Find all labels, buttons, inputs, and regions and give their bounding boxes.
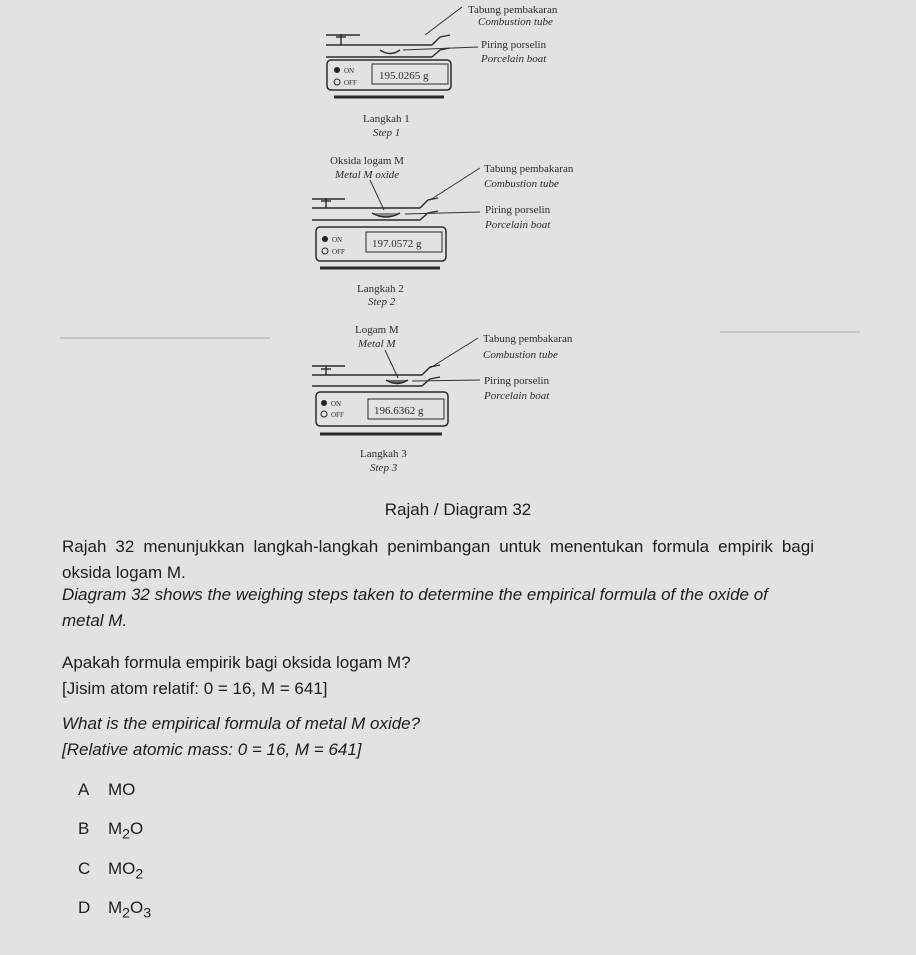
option-b[interactable] (78, 819, 143, 842)
diagram-caption: Rajah / Diagram 32 (384, 500, 532, 519)
step-1-label-en: Step 1 (373, 127, 401, 139)
step-2-tube-label-en: Combustion tube (484, 178, 559, 190)
option-formula: $MO_2$ (108, 859, 144, 883)
option-letter: C (78, 859, 91, 878)
step-3-boat-label-en: Porcelain boat (484, 390, 550, 402)
step-1-on-label: ON (344, 67, 355, 75)
step-1-porcelain-boat (380, 50, 400, 54)
step-1 (326, 4, 558, 139)
step-2 (312, 155, 574, 308)
step-2-substance-en: Metal M oxide (335, 169, 400, 181)
step-1-label-ms: Langkah 1 (363, 113, 410, 125)
option-formula: $M_2O_3$ (108, 898, 152, 922)
step-2-tube-label-ms: Tabung pembakaran (484, 163, 574, 175)
option-formula: $M_2O$ (108, 819, 144, 843)
step-3-off-label: OFF (331, 411, 344, 419)
step-2-substance-ms: Oksida logam M (330, 155, 404, 167)
step-1-boat-label-en: Porcelain boat (481, 53, 547, 65)
question-stem-ms: Rajah 32 menunjukkan langkah-langkah penimbangan untuk menentukan formula empirik bagi oksida logam M. (62, 537, 814, 582)
step-1-off-label: OFF (344, 79, 357, 87)
option-formula: MO (108, 780, 136, 799)
step-3-combustion-tube (312, 365, 440, 386)
step-1-tube-label-en: Combustion tube (478, 16, 553, 28)
step-3-balance-reading: 196.6362 g (374, 405, 424, 417)
option-letter: D (78, 898, 91, 917)
option-letter: A (78, 780, 90, 799)
step-2-label-ms: Langkah 2 (357, 283, 404, 295)
step-3-boat-label-ms: Piring porselin (484, 375, 550, 387)
step-2-combustion-tube (312, 198, 438, 220)
step-2-on-label: ON (332, 236, 343, 244)
option-c[interactable] (78, 859, 143, 882)
step-3-porcelain-boat (386, 380, 408, 384)
step-2-boat-label-en: Porcelain boat (485, 219, 551, 231)
step-1-balance (327, 60, 451, 97)
step-2-balance (316, 227, 446, 268)
step-3-on-label: ON (331, 400, 342, 408)
question-ask-en: What is the empirical formula of metal M oxide? (62, 714, 421, 733)
step-1-boat-label-ms: Piring porselin (481, 39, 547, 51)
step-3-tube-label-ms: Tabung pembakaran (483, 333, 573, 345)
step-1-tube-label-ms: Tabung pembakaran (468, 4, 558, 16)
option-letter: B (78, 819, 90, 838)
step-3-substance-en: Metal M (358, 338, 396, 350)
option-a[interactable] (78, 780, 135, 803)
step-3-tube-label-en: Combustion tube (483, 349, 558, 361)
step-2-porcelain-boat (372, 213, 400, 217)
relative-mass-en: [Relative atomic mass: 0 = 16, M = 641] (62, 740, 362, 759)
step-3-substance-ms: Logam M (355, 324, 399, 336)
step-3 (60, 324, 860, 474)
relative-mass-ms: [Jisim atom relatif: 0 = 16, M = 641] (62, 679, 328, 698)
question-stem-en: Diagram 32 shows the weighing steps taken to determine the empirical formula of the oxide of metal M. (62, 585, 768, 630)
step-3-label-en: Step 3 (370, 462, 398, 474)
step-2-balance-reading: 197.0572 g (372, 238, 422, 250)
step-2-off-label: OFF (332, 248, 345, 256)
step-3-label-ms: Langkah 3 (360, 448, 407, 460)
step-2-boat-label-ms: Piring porselin (485, 204, 551, 216)
step-1-balance-reading: 195.0265 g (379, 70, 429, 82)
option-d[interactable] (78, 898, 151, 921)
step-3-balance (316, 392, 448, 434)
question-ask-ms: Apakah formula empirik bagi oksida logam M? (62, 653, 411, 672)
step-2-label-en: Step 2 (368, 296, 396, 308)
